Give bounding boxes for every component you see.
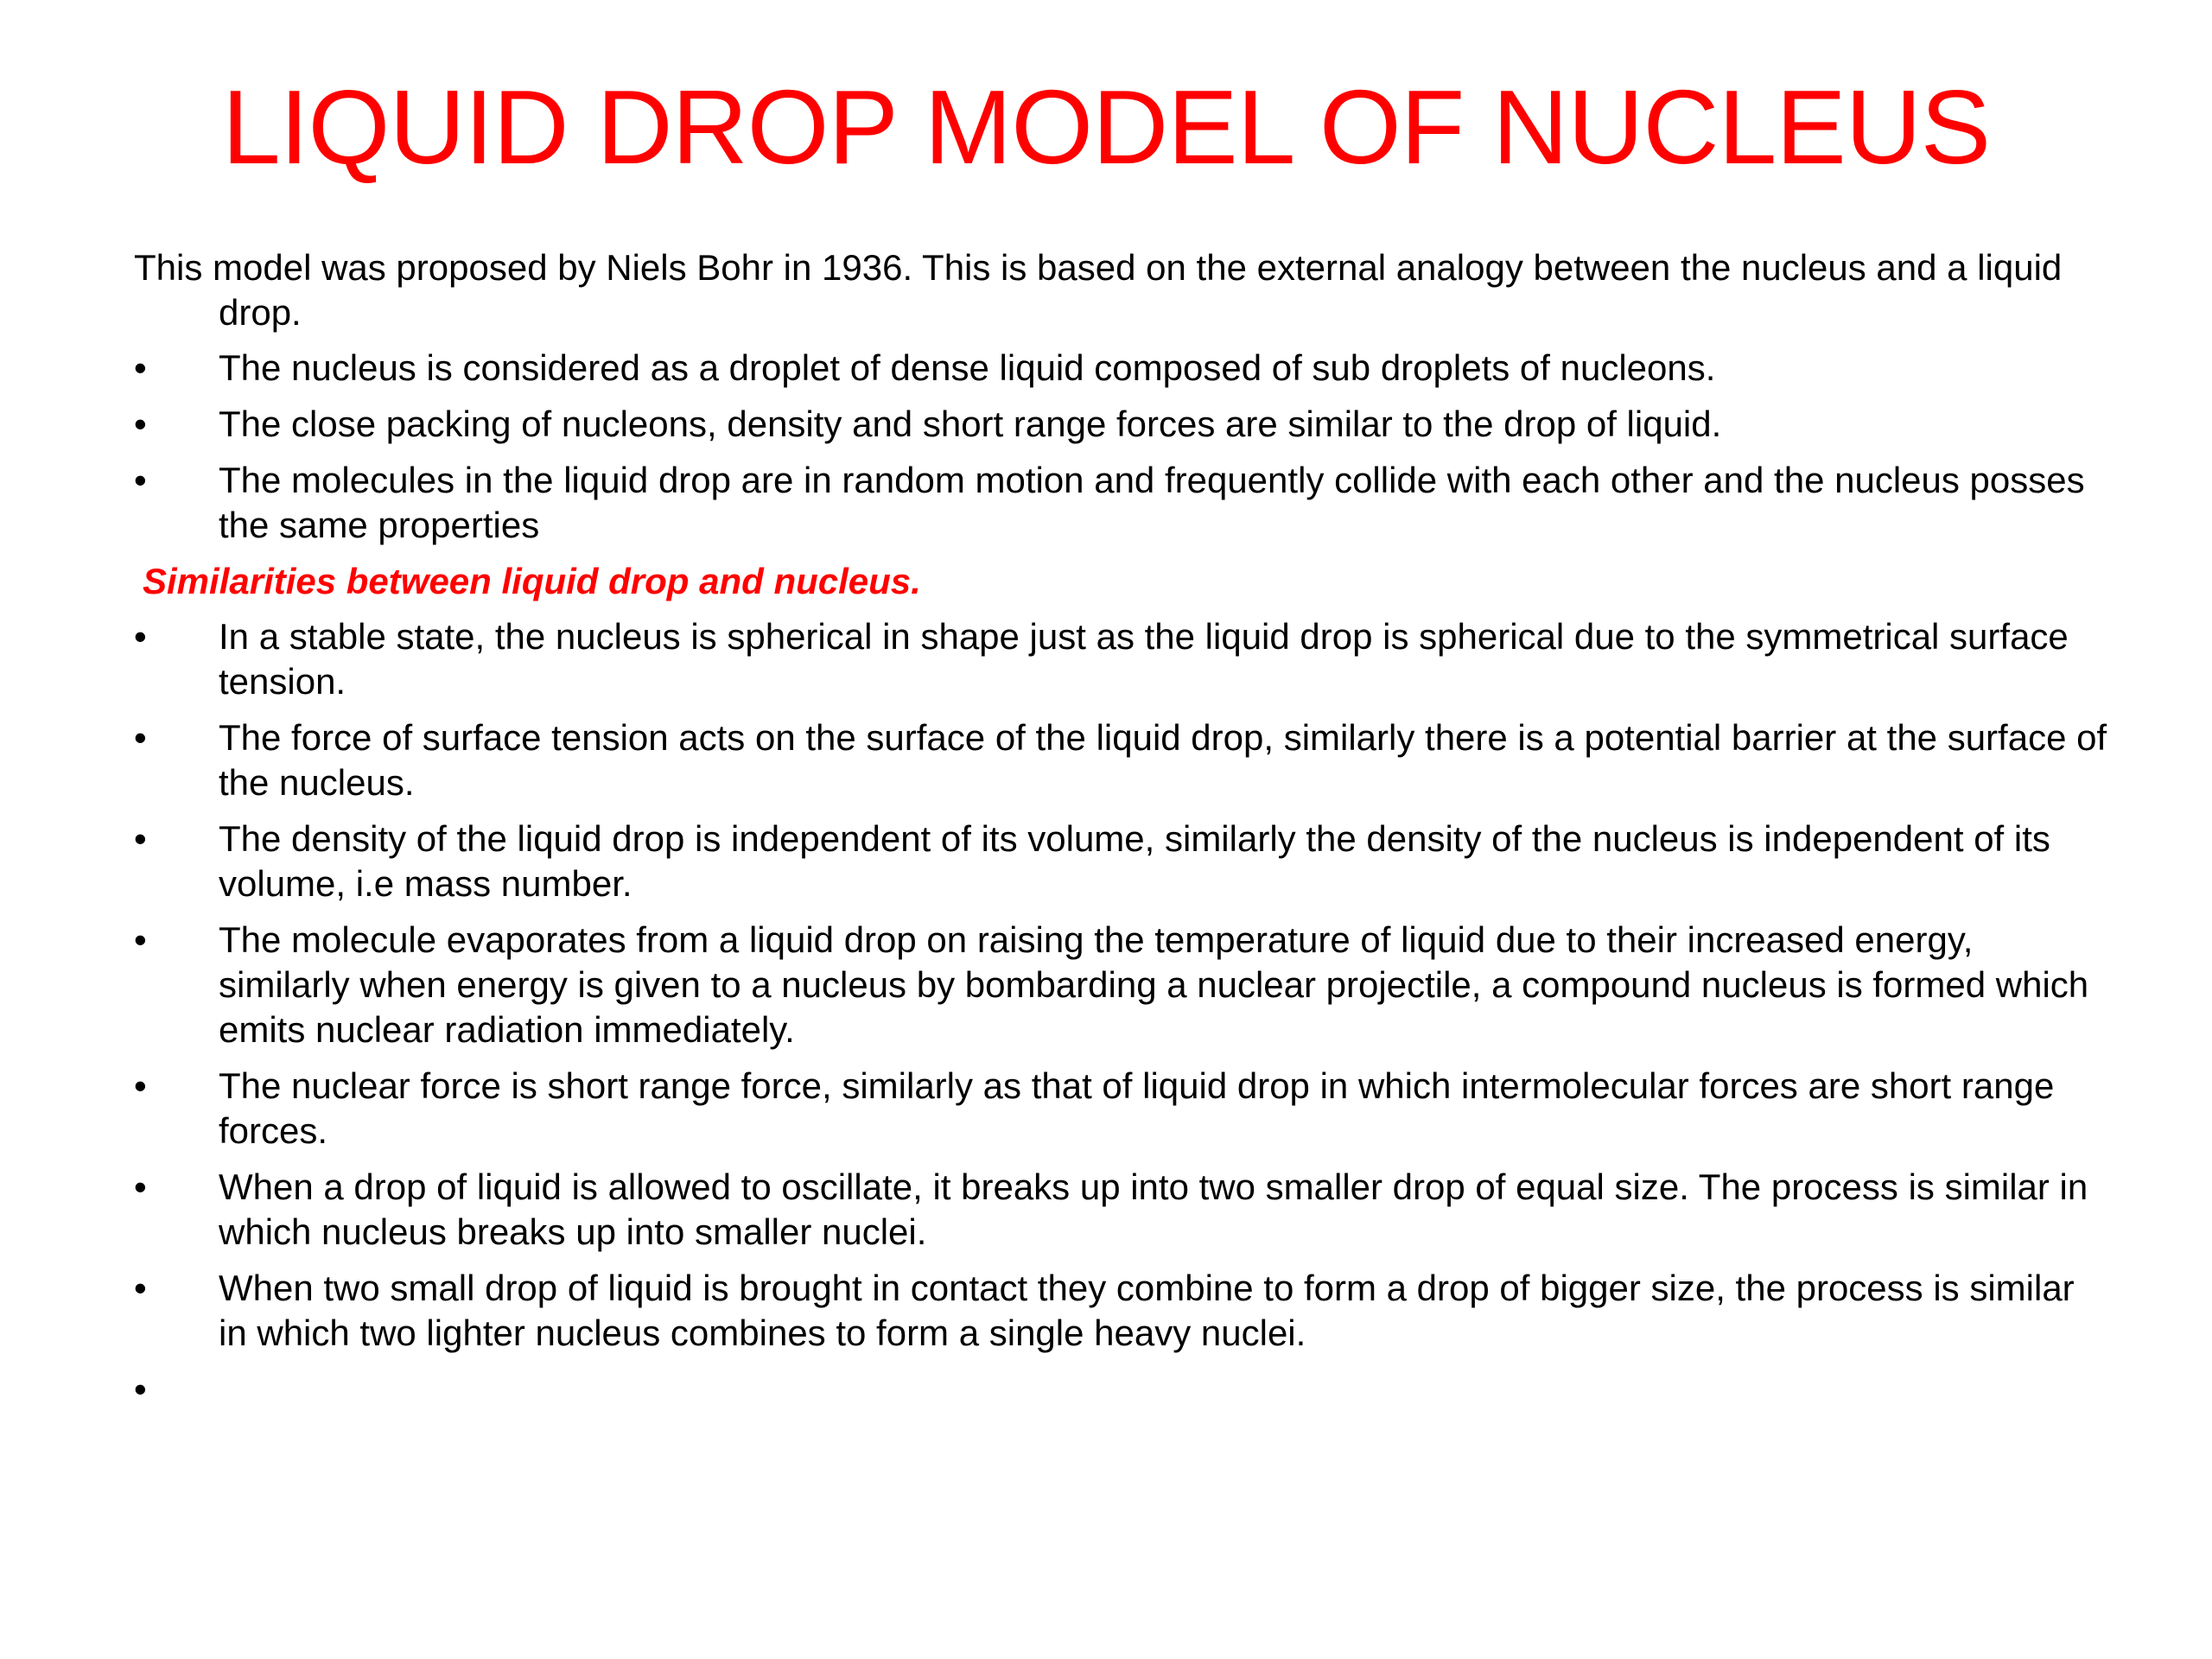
slide-title: LIQUID DROP MODEL OF NUCLEUS xyxy=(221,68,1991,186)
list-item xyxy=(134,346,2113,391)
model-points-list xyxy=(134,346,2113,548)
similarities-heading: Similarities between liquid drop and nucleus. xyxy=(143,561,921,601)
list-item xyxy=(134,614,2113,704)
list-item xyxy=(134,715,2113,805)
bullet-icon: • xyxy=(134,1065,147,1106)
list-item xyxy=(134,1165,2113,1255)
bullet-icon: • xyxy=(134,1369,147,1409)
list-item-text: The force of surface tension acts on the surface of the liquid drop, similarly there is a potential barrier at the surface of the nucleus. xyxy=(219,717,2107,803)
list-item-text: The close packing of nucleons, density and short range forces are similar to the drop of liquid. xyxy=(219,404,1722,444)
bullet-icon: • xyxy=(134,818,147,859)
bullet-icon: • xyxy=(134,616,147,657)
list-item-text: The molecules in the liquid drop are in random motion and frequently collide with each other and the nucleus posses the same properties xyxy=(219,460,2085,545)
list-item-text: The nucleus is considered as a droplet of dense liquid composed of sub droplets of nucleons. xyxy=(219,347,1716,388)
bullet-icon: • xyxy=(134,460,147,500)
list-item xyxy=(134,458,2113,548)
list-item xyxy=(134,1266,2113,1356)
similarities-list xyxy=(134,614,2113,1356)
bullet-icon: • xyxy=(134,404,147,444)
list-item-text: When a drop of liquid is allowed to oscillate, it breaks up into two smaller drop of equal size. The process is similar in which nucleus breaks up into smaller nuclei. xyxy=(219,1166,2088,1252)
bullet-icon: • xyxy=(134,347,147,388)
list-item xyxy=(134,402,2113,447)
list-item-text: The density of the liquid drop is independent of its volume, similarly the density of the nucleus is independent of its volume, i.e mass number. xyxy=(219,818,2050,904)
list-item xyxy=(134,1064,2113,1154)
bullet-icon: • xyxy=(134,717,147,758)
list-item-text: When two small drop of liquid is brought in contact they combine to form a drop of bigger size, the process is similar in which two lighter nucleus combines to form a single heavy nuclei. xyxy=(219,1268,2075,1353)
empty-list-item xyxy=(134,1367,2113,1412)
list-item xyxy=(134,817,2113,906)
slide-body xyxy=(134,245,2113,1412)
intro-paragraph: This model was proposed by Niels Bohr in 1936. This is based on the external analogy between the nucleus and a liquid drop. xyxy=(134,247,2063,333)
list-item-text: In a stable state, the nucleus is spherical in shape just as the liquid drop is spherical due to the symmetrical surface tension. xyxy=(219,616,2069,702)
bullet-icon: • xyxy=(134,1268,147,1308)
bullet-icon: • xyxy=(134,1166,147,1207)
list-item xyxy=(134,918,2113,1052)
bullet-icon: • xyxy=(134,919,147,960)
list-item-text: The molecule evaporates from a liquid drop on raising the temperature of liquid due to their increased energy, similarly when energy is given to a nucleus by bombarding a nuclear projectile, a compound nucleus is formed which emits nuclear radiation immediately. xyxy=(219,919,2089,1050)
list-item-text: The nuclear force is short range force, similarly as that of liquid drop in which intermolecular forces are short range forces. xyxy=(219,1065,2055,1151)
